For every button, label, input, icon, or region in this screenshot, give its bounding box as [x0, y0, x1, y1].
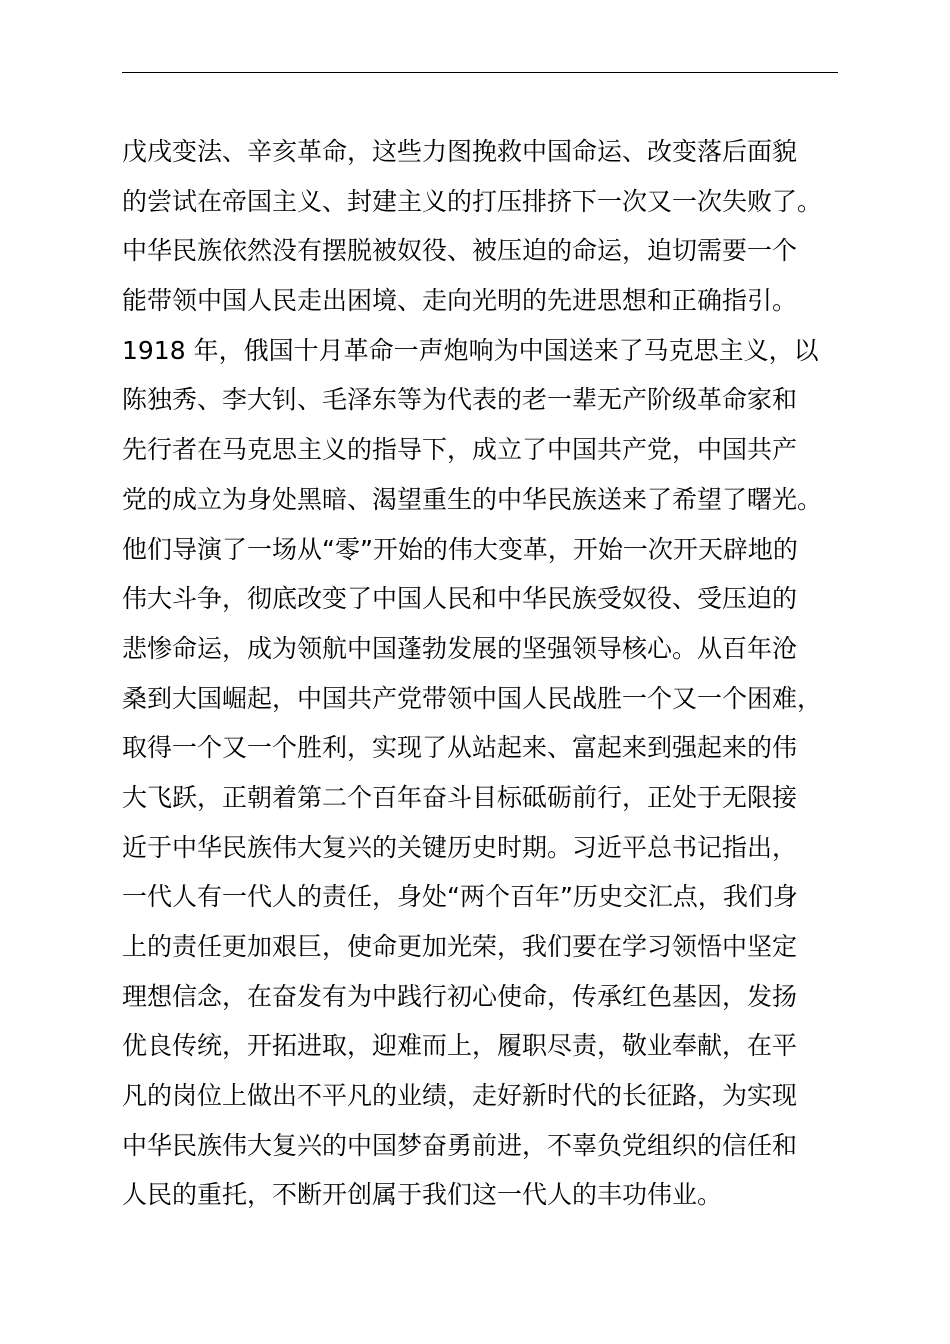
text-line: 大飞跃，正朝着第二个百年奋斗目标砥砺前行，正处于无限接 — [122, 782, 798, 812]
text-line: 陈独秀、李大钊、毛泽东等为代表的老一辈无产阶级革命家和 — [122, 385, 798, 415]
text-line: 1918 年，俄国十月革命一声炮响为中国送来了马克思主义，以 — [122, 335, 819, 365]
text-line: 党的成立为身处黑暗、渴望重生的中华民族送来了希望了曙光。 — [122, 484, 823, 514]
text-line: 能带领中国人民走出困境、走向光明的先进思想和正确指引。 — [122, 286, 798, 316]
text-line: 理想信念，在奋发有为中践行初心使命，传承红色基因，发扬 — [122, 981, 798, 1011]
text-line: 中华民族依然没有摆脱被奴役、被压迫的命运，迫切需要一个 — [122, 236, 798, 266]
text-line: 人民的重托，不断开创属于我们这一代人的丰功伟业。 — [122, 1180, 723, 1210]
text-line: 桑到大国崛起，中国共产党带领中国人民战胜一个又一个困难， — [122, 683, 823, 713]
text-line: 优良传统，开拓进取，迎难而上，履职尽责，敬业奉献，在平 — [122, 1031, 798, 1061]
header-rule — [122, 72, 838, 73]
text-line: 的尝试在帝国主义、封建主义的打压排挤下一次又一次失败了。 — [122, 186, 823, 216]
body-paragraph — [122, 127, 882, 1220]
text-line: 中华民族伟大复兴的中国梦奋勇前进，不辜负党组织的信任和 — [122, 1130, 798, 1160]
text-line: 先行者在马克思主义的指导下，成立了中国共产党，中国共产 — [122, 435, 798, 465]
text-line: 一代人有一代人的责任，身处“两个百年”历史交汇点，我们身 — [122, 882, 798, 912]
text-line: 取得一个又一个胜利，实现了从站起来、富起来到强起来的伟 — [122, 733, 798, 763]
text-line: 戊戌变法、辛亥革命，这些力图挽救中国命运、改变落后面貌 — [122, 137, 798, 166]
text-line: 凡的岗位上做出不平凡的业绩，走好新时代的长征路，为实现 — [122, 1081, 798, 1111]
text-line: 他们导演了一场从“零”开始的伟大变革，开始一次开天辟地的 — [122, 534, 798, 564]
text-line: 上的责任更加艰巨，使命更加光荣，我们要在学习领悟中坚定 — [122, 932, 798, 961]
text-line: 近于中华民族伟大复兴的关键历史时期。习近平总书记指出， — [122, 832, 798, 862]
text-line: 悲惨命运，成为领航中国蓬勃发展的坚强领导核心。从百年沧 — [122, 633, 798, 663]
text-line: 伟大斗争，彻底改变了中国人民和中华民族受奴役、受压迫的 — [122, 584, 798, 614]
